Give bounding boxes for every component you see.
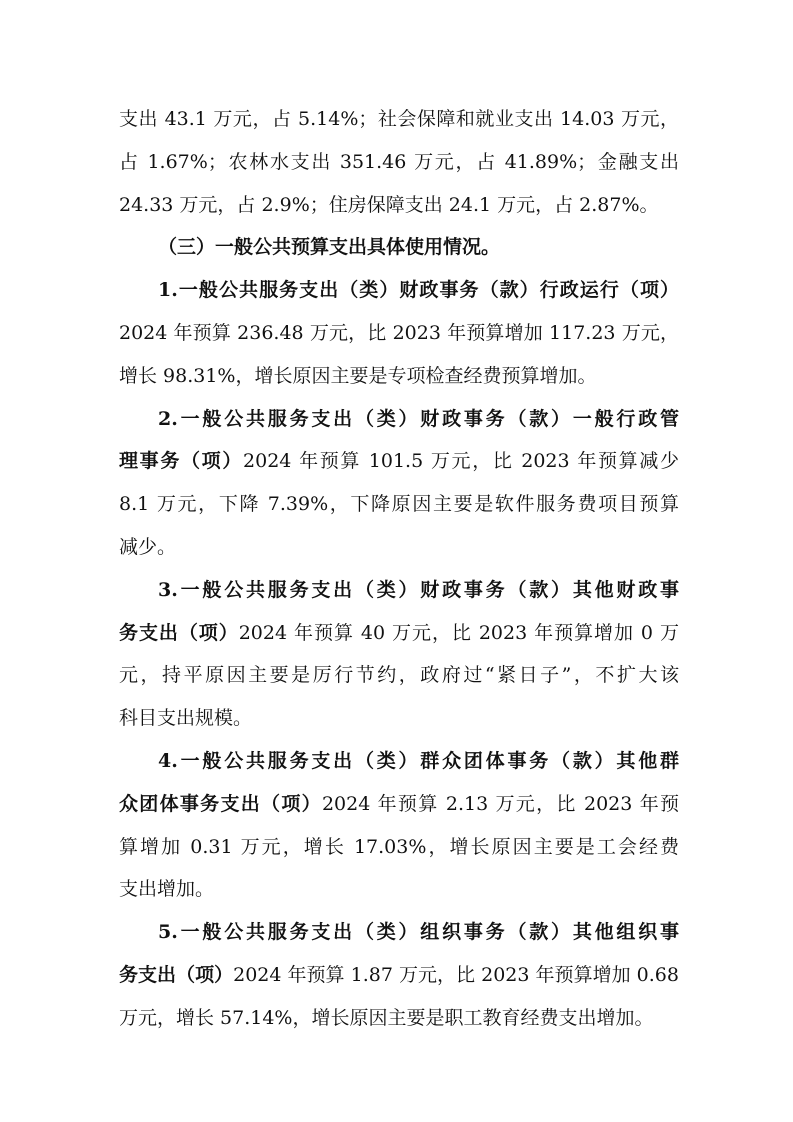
text-line bbox=[119, 911, 679, 954]
text-line bbox=[119, 440, 679, 483]
item-heading: 3.一般公共服务支出（类）财政事务（款）其他财政事 bbox=[158, 578, 679, 601]
text-line bbox=[119, 826, 679, 869]
text-line bbox=[119, 269, 679, 312]
item-text: 减少。 bbox=[119, 535, 177, 558]
item-heading: 务支出（项） bbox=[119, 621, 239, 644]
item-heading: 务支出（项） bbox=[119, 963, 234, 986]
text-line bbox=[119, 954, 679, 997]
document-page bbox=[119, 98, 679, 1040]
item-5-paragraph bbox=[119, 911, 679, 1039]
item-text: 支出增加。 bbox=[119, 878, 215, 901]
item-heading: 4.一般公共服务支出（类）群众团体事务（款）其他群 bbox=[158, 749, 679, 772]
item-4-paragraph bbox=[119, 740, 679, 911]
text-line bbox=[119, 526, 679, 569]
item-heading: 理事务（项） bbox=[119, 450, 244, 473]
section-heading: （三）一般公共预算支出具体使用情况。 bbox=[158, 236, 501, 259]
item-text: 2024 年预算 236.48 万元，比 2023 年预算增加 117.23 万元， bbox=[119, 321, 679, 344]
item-heading: 众团体事务支出（项） bbox=[119, 792, 322, 815]
item-text: 2024 年预算 2.13 万元，比 2023 年预 bbox=[321, 792, 679, 815]
item-text: 元，持平原因主要是厉行节约，政府过“紧日子”，不扩大该 bbox=[119, 664, 679, 687]
item-3-paragraph bbox=[119, 569, 679, 740]
item-text: 2024 年预算 1.87 万元，比 2023 年预算增加 0.68 bbox=[233, 963, 679, 986]
text-line: 支出 43.1 万元，占 5.14%；社会保障和就业支出 14.03 万元， bbox=[119, 108, 679, 130]
item-text: 2024 年预算 101.5 万元，比 2023 年预算减少 bbox=[243, 450, 679, 473]
item-1-paragraph bbox=[119, 269, 679, 397]
text-line bbox=[119, 997, 679, 1040]
text-line bbox=[119, 654, 679, 697]
item-text: 增长 98.31%，增长原因主要是专项检查经费预算增加。 bbox=[119, 364, 597, 387]
text-line bbox=[119, 612, 679, 655]
text-line bbox=[119, 398, 679, 441]
intro-paragraph bbox=[119, 98, 679, 226]
item-heading: 2.一般公共服务支出（类）财政事务（款）一般行政管 bbox=[158, 407, 679, 430]
text-line bbox=[119, 483, 679, 526]
item-heading: 5.一般公共服务支出（类）组织事务（款）其他组织事 bbox=[158, 921, 679, 944]
item-text: 科目支出规模。 bbox=[119, 707, 253, 730]
item-text: 2024 年预算 40 万元，比 2023 年预算增加 0 万 bbox=[238, 621, 679, 644]
text-line bbox=[119, 697, 679, 740]
text-line bbox=[119, 783, 679, 826]
text-line bbox=[119, 355, 679, 398]
item-text: 万元，增长 57.14%，增长原因主要是职工教育经费支出增加。 bbox=[119, 1006, 654, 1029]
item-text: 算增加 0.31 万元，增长 17.03%，增长原因主要是工会经费 bbox=[119, 835, 679, 858]
text-line bbox=[119, 868, 679, 911]
text-line: 24.33 万元，占 2.9%；住房保障支出 24.1 万元，占 2.87%。 bbox=[119, 193, 659, 216]
text-line bbox=[119, 312, 679, 355]
item-heading: 1.一般公共服务支出（类）财政事务（款）行政运行（项） bbox=[158, 279, 679, 302]
text-line bbox=[119, 740, 679, 783]
text-line bbox=[119, 569, 679, 612]
item-2-paragraph bbox=[119, 398, 679, 569]
item-text: 8.1 万元，下降 7.39%，下降原因主要是软件服务费项目预算 bbox=[119, 493, 679, 516]
text-line: 占 1.67%；农林水支出 351.46 万元，占 41.89%；金融支出 bbox=[119, 150, 679, 173]
